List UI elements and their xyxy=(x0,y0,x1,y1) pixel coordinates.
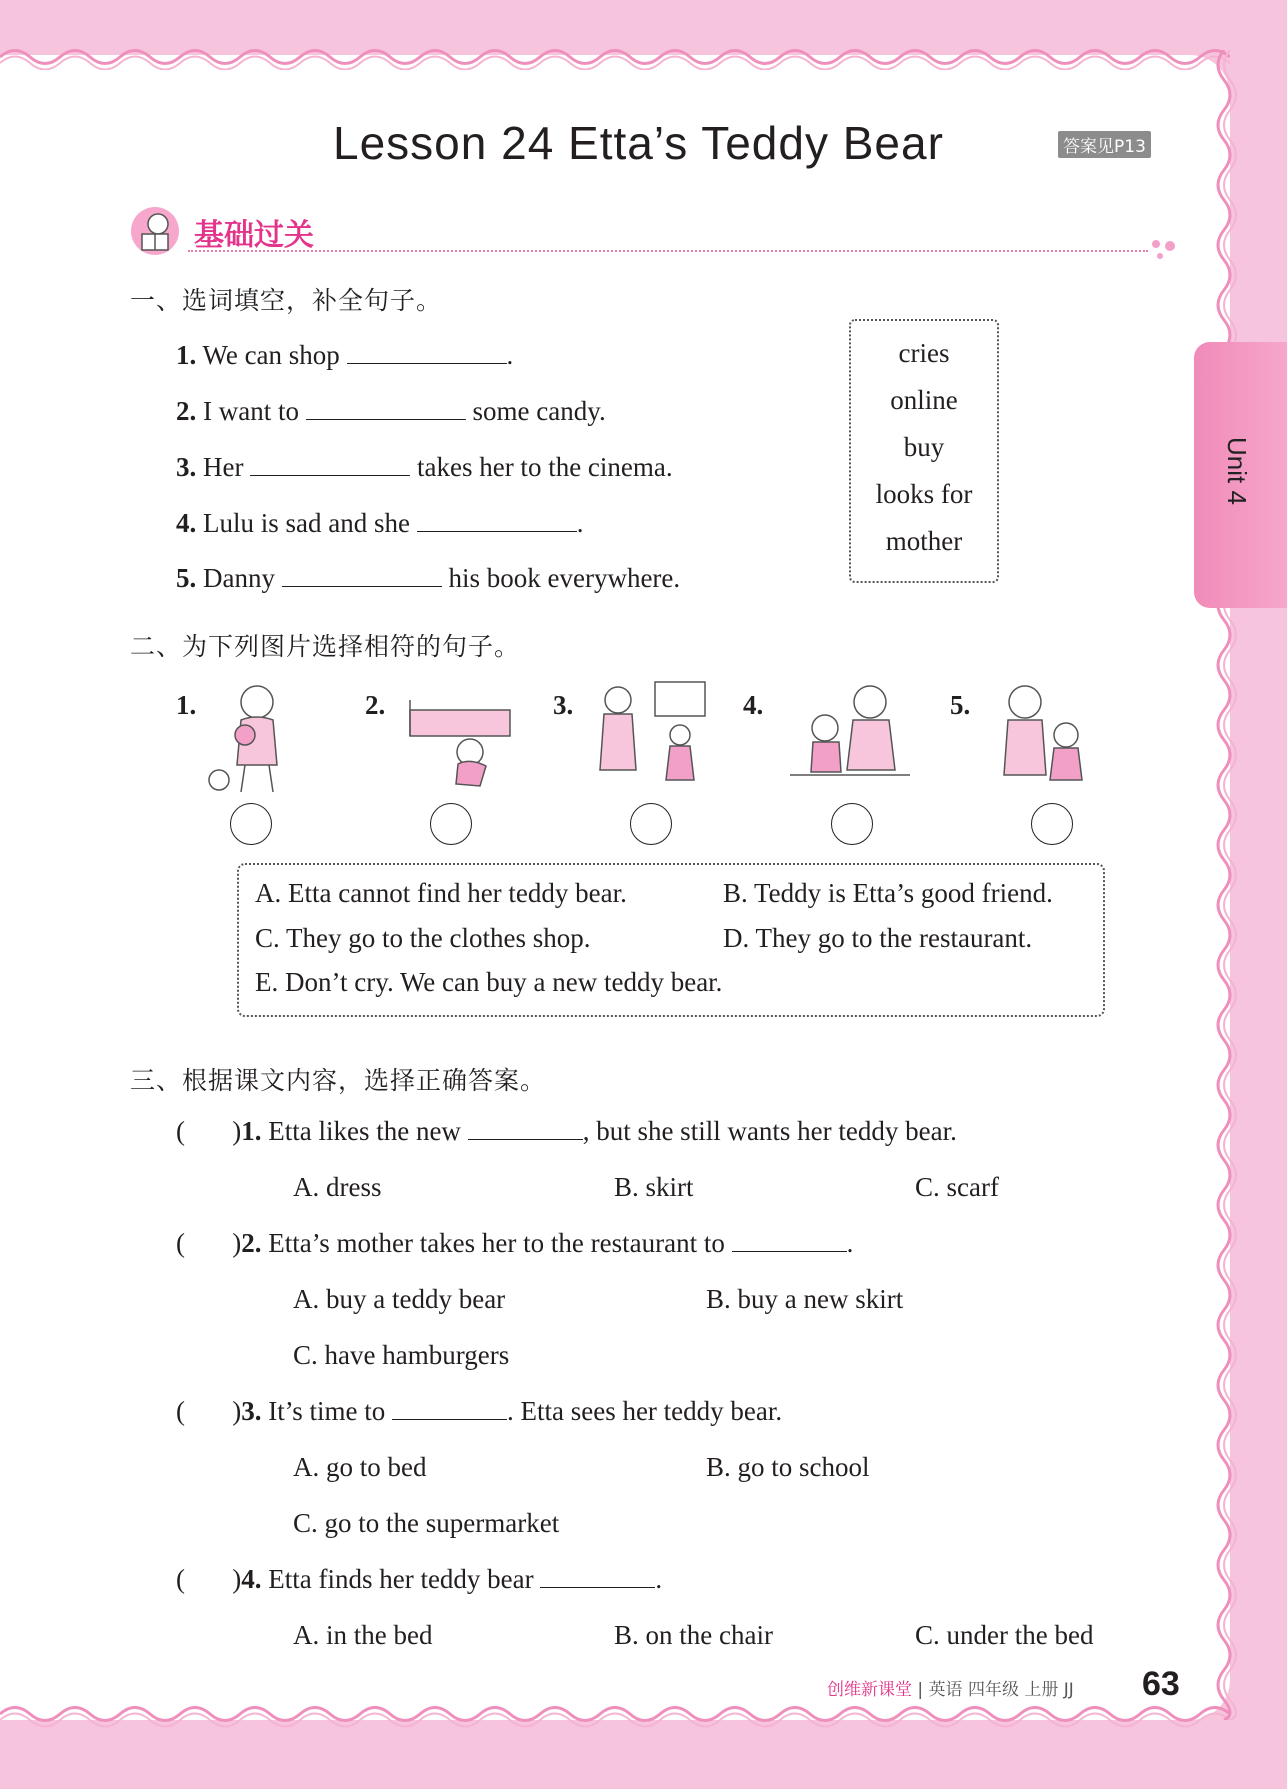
q4-option-c: C. under the bed xyxy=(915,1620,1094,1650)
q4-option-a: A. in the bed xyxy=(293,1620,433,1650)
footer-details: 英语 四年级 上册 JJ xyxy=(928,1680,1074,1700)
answer-blank[interactable] xyxy=(392,1397,507,1420)
word-bank xyxy=(849,319,999,583)
q2-option-a: A. buy a teddy bear xyxy=(293,1284,506,1314)
answer-blank[interactable] xyxy=(732,1229,847,1252)
answer-paren[interactable]: ( ) xyxy=(176,1564,242,1594)
part1-heading: 一、选词填空，补全句子。 xyxy=(130,286,443,315)
picture-number-3: 3. xyxy=(553,690,574,720)
page-title: Lesson 24 Etta’s Teddy Bear xyxy=(333,117,944,169)
answer-paren[interactable]: ( ) xyxy=(176,1396,242,1426)
part1-item-3: 3. Her takes her to the cinema. xyxy=(176,452,673,482)
q3-option-b: B. go to school xyxy=(706,1452,870,1482)
question-2: ( )2. Etta’s mother takes her to the restaurant to . xyxy=(176,1228,854,1258)
answer-blank[interactable] xyxy=(250,453,410,476)
part1-item-4: 4. Lulu is sad and she . xyxy=(176,508,584,538)
q1-option-b: B. skirt xyxy=(614,1172,694,1202)
part1-item-2: 2. I want to some candy. xyxy=(176,396,606,426)
picture-number-2: 2. xyxy=(365,690,386,720)
wavy-border-right xyxy=(1212,50,1242,1720)
q1-option-c: C. scarf xyxy=(915,1172,999,1202)
word-bank-item: buy xyxy=(903,432,945,462)
q4-option-b: B. on the chair xyxy=(614,1620,773,1650)
student-reading-icon xyxy=(128,204,183,256)
illustration-restaurant xyxy=(785,680,915,795)
wavy-border-top xyxy=(0,44,1230,70)
word-bank-item: looks for xyxy=(875,479,973,509)
part3-heading: 三、根据课文内容，选择正确答案。 xyxy=(130,1066,547,1095)
illustration-clothes-shop xyxy=(590,680,710,795)
answer-blank[interactable] xyxy=(347,341,507,364)
question-4: ( )4. Etta finds her teddy bear . xyxy=(176,1564,663,1594)
part1-item-5: 5. Danny his book everywhere. xyxy=(176,563,681,593)
footer-info: 创维新课堂 | 英语 四年级 上册 JJ xyxy=(827,1680,1074,1700)
answer-circle-1[interactable] xyxy=(230,803,272,845)
picture-number-5: 5. xyxy=(950,690,971,720)
answer-paren[interactable]: ( ) xyxy=(176,1116,242,1146)
answer-circle-3[interactable] xyxy=(630,803,672,845)
answer-blank[interactable] xyxy=(306,397,466,420)
q1-option-a: A. dress xyxy=(293,1172,382,1202)
answer-blank[interactable] xyxy=(417,509,577,532)
illustration-mother-comforting xyxy=(990,680,1090,795)
question-1: ( )1. Etta likes the new , but she still wants her teddy bear. xyxy=(176,1116,957,1146)
part2-heading: 二、为下列图片选择相符的句子。 xyxy=(130,632,521,661)
answer-blank[interactable] xyxy=(282,564,442,587)
section-label: 基础过关 xyxy=(194,218,314,253)
answer-circle-5[interactable] xyxy=(1031,803,1073,845)
q2-option-b: B. buy a new skirt xyxy=(706,1284,904,1314)
answer-circle-2[interactable] xyxy=(430,803,472,845)
answer-circle-4[interactable] xyxy=(831,803,873,845)
unit-tab-label: Unit 4 xyxy=(1222,437,1252,505)
option-a: A. Etta cannot find her teddy bear. xyxy=(255,878,627,908)
illustration-girl-with-teddy xyxy=(205,680,305,795)
unit-tab xyxy=(1194,342,1287,608)
q3-option-a: A. go to bed xyxy=(293,1452,427,1482)
option-b: B. Teddy is Etta’s good friend. xyxy=(723,878,1053,908)
word-bank-item: cries xyxy=(898,338,950,368)
answer-reference-badge: 答案见P13 xyxy=(1058,131,1151,158)
illustration-girl-searching-bed xyxy=(400,680,520,795)
picture-number-4: 4. xyxy=(743,690,764,720)
wavy-border-bottom xyxy=(0,1706,1230,1732)
sentence-options-box xyxy=(237,863,1105,1017)
word-bank-item: mother xyxy=(885,526,963,556)
option-e: E. Don’t cry. We can buy a new teddy bear. xyxy=(255,967,723,997)
part1-item-1: 1. We can shop . xyxy=(176,340,514,370)
question-3: ( )3. It’s time to . Etta sees her teddy bear. xyxy=(176,1396,783,1426)
option-c: C. They go to the clothes shop. xyxy=(255,923,591,953)
section-divider xyxy=(188,250,1148,252)
answer-blank[interactable] xyxy=(468,1117,583,1140)
q2-option-c: C. have hamburgers xyxy=(293,1340,510,1370)
answer-blank[interactable] xyxy=(540,1565,655,1588)
q3-option-c: C. go to the supermarket xyxy=(293,1508,560,1538)
decorative-dots-icon xyxy=(1148,236,1188,262)
picture-number-1: 1. xyxy=(176,690,197,720)
option-d: D. They go to the restaurant. xyxy=(723,923,1033,953)
answer-paren[interactable]: ( ) xyxy=(176,1228,242,1258)
section-header xyxy=(128,200,1178,260)
page-number: 63 xyxy=(1142,1665,1180,1703)
word-bank-item: online xyxy=(890,385,958,415)
footer-brand: 创维新课堂 xyxy=(827,1680,912,1700)
